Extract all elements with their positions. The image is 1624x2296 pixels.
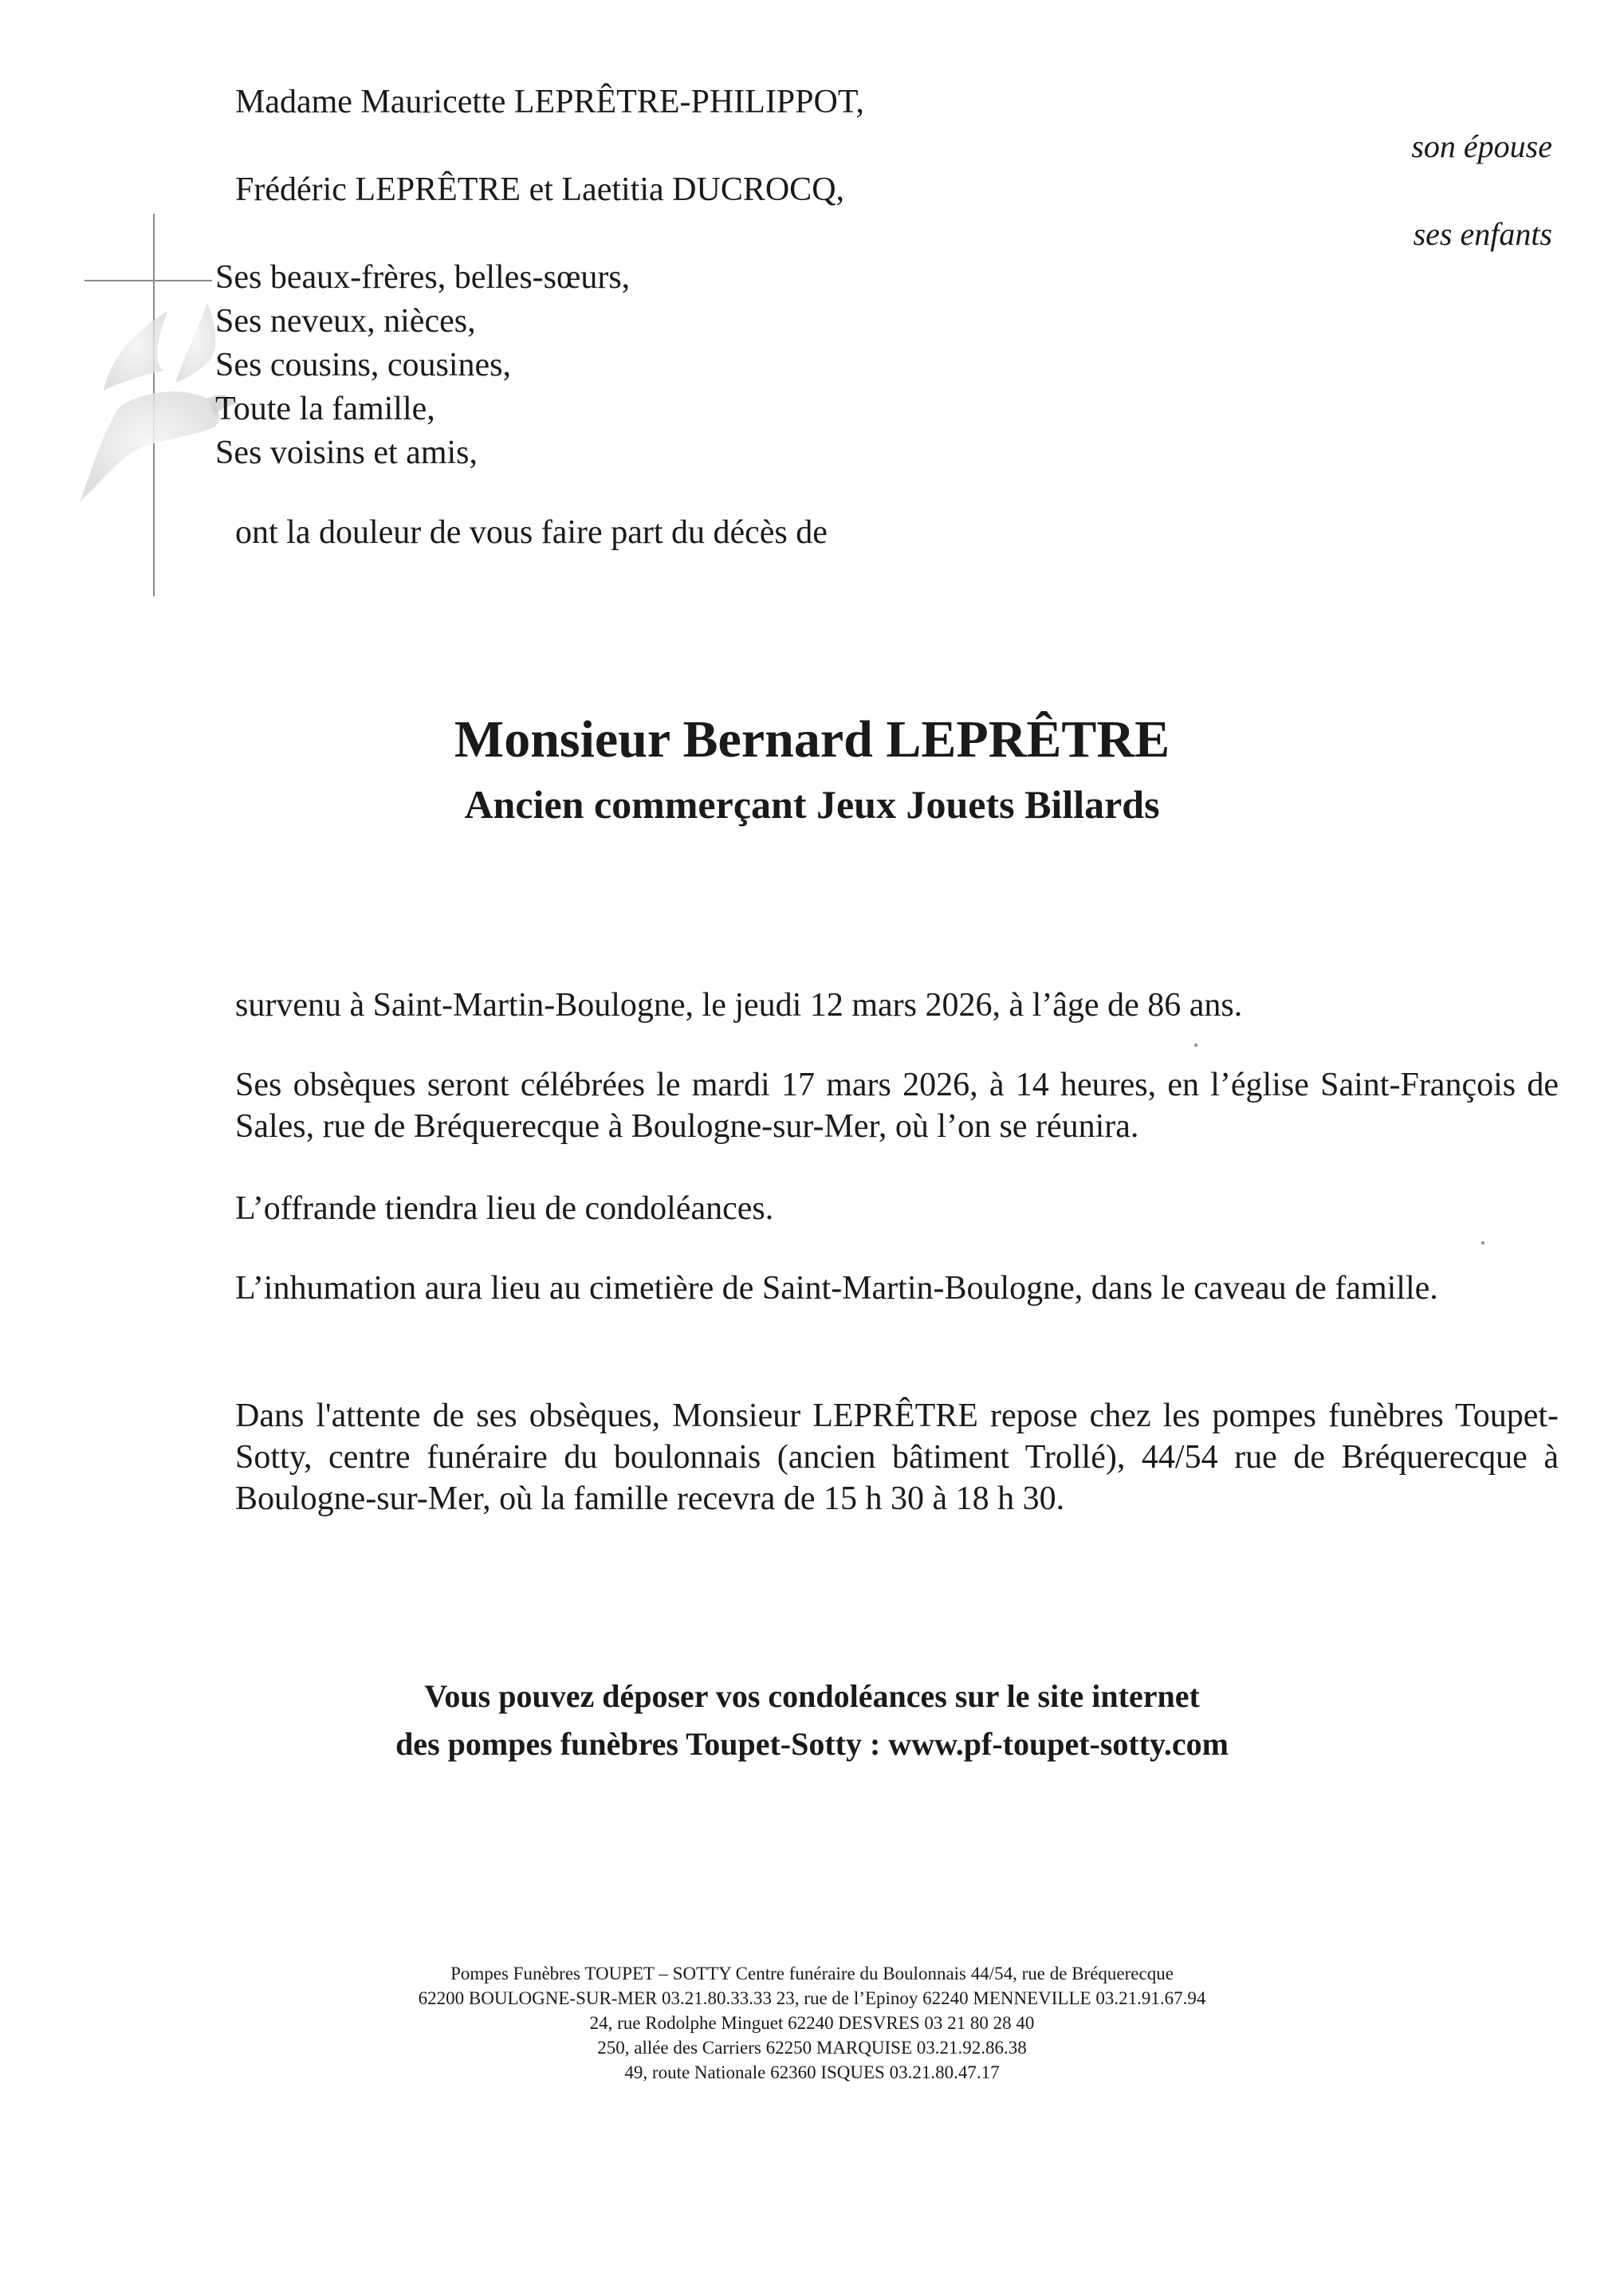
condolences-line-1: Vous pouvez déposer vos condoléances sur le site internet	[424, 1678, 1200, 1714]
family-line-inlaws: Ses beaux-frères, belles-sœurs,	[215, 259, 631, 296]
death-details: survenu à Saint-Martin-Boulogne, le jeudi 12 mars 2026, à l’âge de 86 ans.	[235, 987, 1243, 1024]
announcement-text: ont la douleur de vous faire part du décès de	[235, 514, 828, 551]
deceased-occupation: Ancien commerçant Jeux Jouets Billards	[464, 782, 1160, 827]
family-line-friends: Ses voisins et amis,	[215, 434, 478, 471]
family-line-family: Toute la famille,	[215, 391, 435, 427]
offering-details: L’offrande tiendra lieu de condoléances.	[235, 1190, 774, 1227]
funeral-details: Ses obsèques seront célébrées le mardi 17 mars 2026, à 14 heures, en l’église Saint-François de Sales, rue de Bréquerecque à Boulogne-sur-Mer, où l’on se réunira.	[235, 1067, 1559, 1145]
burial-details: L’inhumation aura lieu au cimetière de Saint-Martin-Boulogne, dans le caveau de famille.	[235, 1270, 1438, 1307]
footer-line: 49, route Nationale 62360 ISQUES 03.21.80.47.17	[624, 2062, 1000, 2082]
deceased-name: Monsieur Bernard LEPRÊTRE	[454, 710, 1170, 769]
family-line-cousins: Ses cousins, cousines,	[215, 347, 511, 383]
family-line-spouse: Madame Mauricette LEPRÊTRE-PHILIPPOT,	[235, 84, 864, 120]
footer-line: 250, allée des Carriers 62250 MARQUISE 03.21.92.86.38	[597, 2038, 1027, 2058]
scan-speck	[1481, 1241, 1484, 1244]
footer-line: Pompes Funèbres TOUPET – SOTTY Centre funéraire du Boulonnais 44/54, rue de Bréquerecque	[450, 1964, 1174, 1983]
family-line-children: Frédéric LEPRÊTRE et Laetitia DUCROCQ,	[235, 171, 845, 208]
scan-speck	[1194, 1044, 1197, 1047]
condolences-line-2: des pompes funèbres Toupet-Sotty : www.pf-toupet-sotty.com	[395, 1726, 1229, 1762]
rest-details: Dans l'attente de ses obsèques, Monsieur LEPRÊTRE repose chez les pompes funèbres Toupet-Sotty, centre funéraire du boulonnais (ancien bâtiment Trollé), 44/54 rue de Bréquerecque à Boulogne-sur-Mer, où la famille recevra de 15 h 30 à 18 h 30.	[235, 1398, 1559, 1517]
family-line-nephews: Ses neveux, nièces,	[215, 303, 476, 340]
role-children: ses enfants	[1413, 216, 1552, 252]
role-spouse: son épouse	[1411, 128, 1552, 164]
footer-line: 62200 BOULOGNE-SUR-MER 03.21.80.33.33 23, rue de l’Epinoy 62240 MENNEVILLE 03.21.91.67.94	[418, 1988, 1206, 2008]
footer-line: 24, rue Rodolphe Minguet 62240 DESVRES 03 21 80 28 40	[589, 2013, 1035, 2033]
cross-horizontal-bar	[85, 280, 212, 281]
